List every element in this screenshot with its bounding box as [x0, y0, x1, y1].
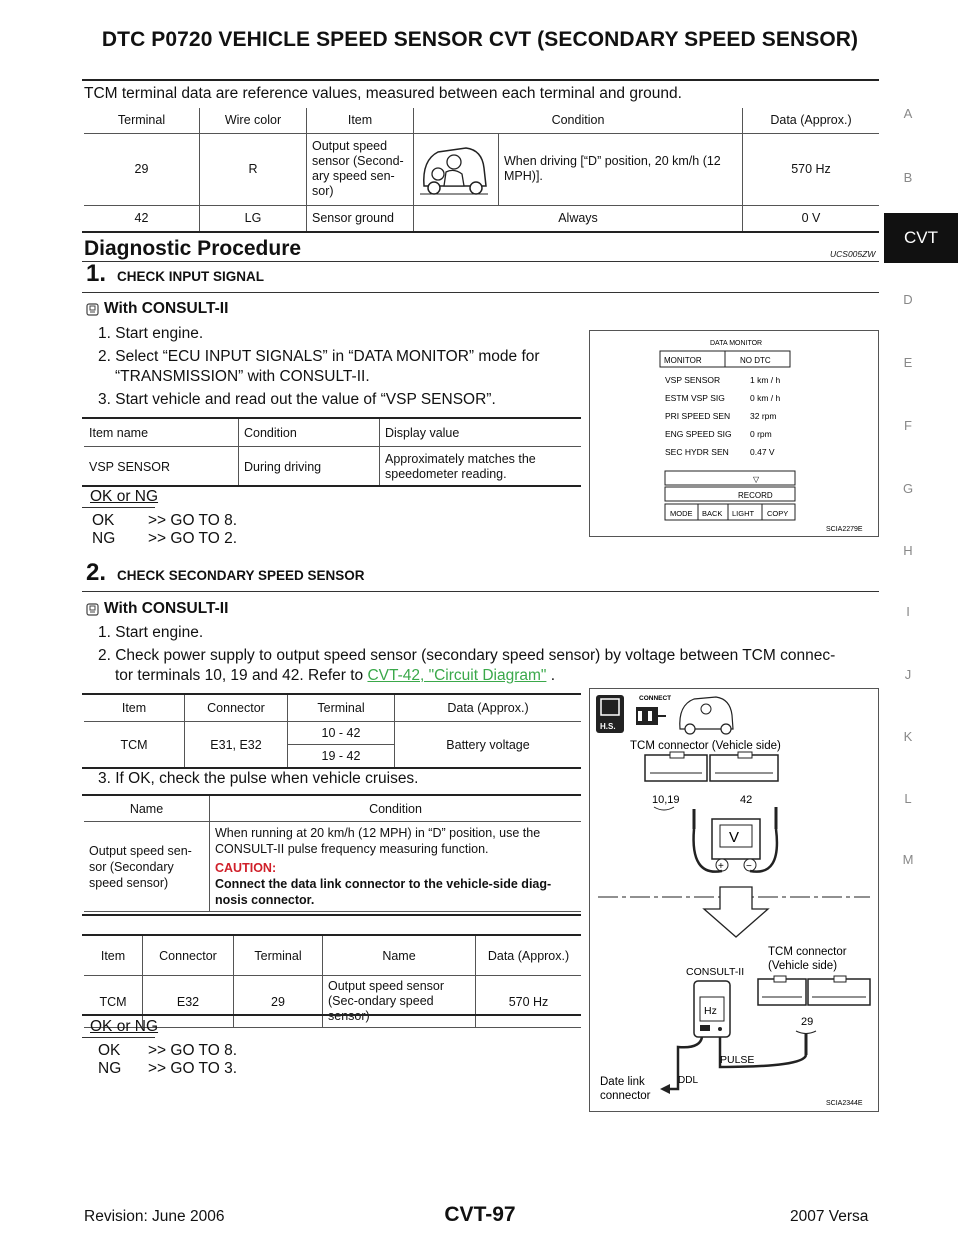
step1-ok-action[interactable]: >> GO TO 8. [148, 512, 238, 529]
col-connector: Connector [143, 936, 234, 976]
monitor-row-value: 1 km / h [750, 375, 781, 385]
table-row [84, 976, 581, 1028]
step2-ng-action[interactable]: >> GO TO 3. [148, 1060, 238, 1077]
light-button: LIGHT [732, 509, 755, 518]
cell-terminal: 42 [84, 205, 200, 231]
section-code: UCS005ZW [830, 249, 876, 259]
cell-condition: During driving [239, 447, 380, 487]
table3-rule-bottom [82, 1014, 581, 1016]
step1-table-rule-top [82, 417, 581, 419]
side-tab-f[interactable]: F [904, 418, 912, 433]
side-tab-i[interactable]: I [906, 604, 910, 619]
step2-item-2b-text: tor terminals 10, 19 and 42. Refer to [115, 667, 364, 684]
tcm-connector-bottom-label-1: TCM connector [768, 946, 847, 958]
table-row [84, 822, 581, 912]
col-item-name: Item name [84, 419, 239, 447]
voltmeter-label: V [729, 829, 740, 846]
col-condition: Condition [210, 796, 582, 822]
monitor-row-value: 0.47 V [750, 447, 775, 457]
step1-table-rule-bottom [82, 485, 581, 487]
cell-item: TCM [84, 722, 185, 768]
monitor-row-name: ESTM VSP SIG [665, 393, 725, 403]
cell-wire: R [200, 133, 307, 205]
step1-item-1: 1. Start engine. [98, 325, 204, 342]
cell-name: Output speed sen-sor (Secondary speed sensor) [84, 822, 210, 912]
terminal-table [84, 108, 879, 232]
cell-item: Sensor ground [307, 205, 414, 231]
step2-ok-ng: OK or NG [90, 1018, 159, 1035]
col-terminal: Terminal [84, 108, 200, 133]
step1-consult: With CONSULT-II [104, 300, 229, 317]
title-rule [82, 79, 879, 81]
step2-ng-label: NG [98, 1060, 122, 1077]
col-condition: Condition [239, 419, 380, 447]
footer-revision: Revision: June 2006 [84, 1208, 225, 1225]
mode-button: MODE [670, 509, 693, 518]
monitor-col2: NO DTC [740, 356, 771, 365]
driving-icon [414, 133, 499, 205]
monitor-row-name: SEC HYDR SEN [665, 447, 729, 457]
back-button: BACK [702, 509, 723, 518]
connect-label: CONNECT [639, 695, 672, 702]
col-data: Data (Approx.) [743, 108, 880, 133]
monitor-row-name: ENG SPEED SIG [665, 429, 732, 439]
footer-page-number: CVT-97 [444, 1203, 516, 1226]
hs-icon: H.S. [600, 722, 616, 731]
step1-title: CHECK INPUT SIGNAL [117, 269, 265, 284]
cell-data: 0 V [743, 205, 880, 231]
monitor-row-value: 32 rpm [750, 411, 777, 421]
cell-data: Battery voltage [395, 722, 582, 768]
step1-table [84, 418, 581, 487]
minus-icon: − [746, 861, 752, 872]
hz-label: Hz [704, 1005, 717, 1017]
step2-item-1: 1. Start engine. [98, 624, 204, 641]
table-rule [82, 231, 879, 233]
col-wire-color: Wire color [200, 108, 307, 133]
col-name: Name [323, 936, 476, 976]
record-button: RECORD [738, 491, 773, 500]
step1-ok-ng: OK or NG [90, 488, 159, 505]
col-display-value: Display value [380, 419, 582, 447]
step2-item-3: 3. If OK, check the pulse when vehicle cruises. [98, 770, 419, 787]
page-title: DTC P0720 VEHICLE SPEED SENSOR CVT (SECONDARY SPEED SENSOR) [101, 28, 859, 51]
table-row [84, 133, 879, 205]
step2-number: 2. [86, 559, 107, 586]
step1-ok-label: OK [92, 512, 115, 529]
intro-text: TCM terminal data are reference values, measured between each terminal and ground. [84, 85, 682, 102]
cell-connector: E32 [143, 976, 234, 1028]
copy-button: COPY [767, 509, 789, 518]
datalink-label-1: Date link [600, 1076, 645, 1088]
col-connector: Connector [185, 695, 288, 722]
step1-item-2: 2. Select “ECU INPUT SIGNALS” in “DATA MONITOR” mode for [98, 348, 540, 365]
monitor-row-value: 0 rpm [750, 429, 772, 439]
cell-name: Output speed sensor (Sec-ondary speed sensor) [323, 976, 476, 1028]
monitor-row-name: VSP SENSOR [665, 375, 721, 385]
col-item: Item [84, 695, 185, 722]
side-tab-h[interactable]: H [903, 543, 913, 558]
datalink-label-2: connector [600, 1090, 651, 1102]
side-tab-cvt[interactable]: CVT [884, 213, 958, 263]
cell-condition [210, 822, 582, 912]
step2-title: CHECK SECONDARY SPEED SENSOR [117, 568, 365, 583]
table2-rule-bottom [82, 914, 581, 916]
pins-right-label: 42 [740, 794, 753, 806]
cell-terminal: 19 - 42 [288, 745, 395, 768]
tcm-connector-bottom-label-2: (Vehicle side) [768, 960, 838, 972]
ddl-label: DDL [678, 1075, 699, 1086]
step1-item-2b: “TRANSMISSION” with CONSULT-II. [115, 368, 370, 385]
step2-ok-label: OK [98, 1042, 121, 1059]
side-tab-g[interactable]: G [902, 481, 914, 496]
col-item: Item [84, 936, 143, 976]
cell-value: Approximately matches the speedometer reading. [380, 447, 582, 487]
cell-condition: When driving [“D” position, 20 km/h (12 MPH)]. [499, 133, 743, 205]
caution-text: Connect the data link connector to the vehicle-side diag-nosis connector. [215, 877, 552, 907]
cell-data: 570 Hz [476, 976, 582, 1028]
step1-oknb-rule [82, 507, 155, 508]
side-tab-a[interactable]: A [903, 106, 913, 121]
col-name: Name [84, 796, 210, 822]
side-tab-e[interactable]: E [903, 355, 913, 370]
monitor-fig-code: SCIA2279E [826, 526, 863, 533]
step2-item-2b [115, 667, 555, 685]
table-row [84, 205, 879, 231]
data-monitor-figure [589, 330, 879, 537]
col-terminal: Terminal [288, 695, 395, 722]
col-data: Data (Approx.) [476, 936, 582, 976]
col-data: Data (Approx.) [395, 695, 582, 722]
caution-label: CAUTION: [215, 861, 277, 875]
step2-item-2: 2. Check power supply to output speed sensor (secondary speed sensor) by voltage between TCM connec- [98, 647, 836, 664]
plus-icon: + [718, 861, 724, 872]
step2-oknb-rule [82, 1037, 155, 1038]
pins-left-label: 10,19 [652, 794, 680, 806]
wiring-figure [589, 688, 879, 1112]
circuit-diagram-link[interactable]: CVT-42, "Circuit Diagram" [367, 667, 547, 684]
pin-29-label: 29 [801, 1016, 814, 1028]
section-rule [82, 261, 879, 262]
monitor-col1: MONITOR [664, 356, 702, 365]
consult-label: CONSULT-II [686, 966, 745, 978]
step1-number: 1. [86, 260, 107, 287]
condition-text: When running at 20 km/h (12 MPH) in “D” position, use the CONSULT-II pulse frequency measuring function. [215, 826, 541, 856]
footer-model: 2007 Versa [790, 1208, 869, 1225]
table1-rule-bottom [82, 767, 581, 769]
cell-terminal: 10 - 42 [288, 722, 395, 745]
cell-item: Output speed sensor (Second-ary speed sen-sor) [307, 133, 414, 205]
col-terminal: Terminal [234, 936, 323, 976]
side-tab-d[interactable]: D [903, 292, 913, 307]
table-row [84, 722, 581, 745]
step1-rule [82, 292, 879, 293]
step1-ng-label: NG [92, 530, 116, 547]
cell-item: TCM [84, 976, 143, 1028]
col-item: Item [307, 108, 414, 133]
side-tab-k[interactable]: K [903, 729, 913, 744]
step1-ng-action[interactable]: >> GO TO 2. [148, 530, 238, 547]
step2-table2 [84, 795, 581, 912]
cell-data: 570 Hz [743, 133, 880, 205]
step2-consult: With CONSULT-II [104, 600, 229, 617]
col-condition: Condition [414, 108, 743, 133]
step2-ok-action[interactable]: >> GO TO 8. [148, 1042, 238, 1059]
cell-wire: LG [200, 205, 307, 231]
table3-rule-top [82, 934, 581, 936]
monitor-row-name: PRI SPEED SEN [665, 411, 731, 421]
side-tab-j[interactable]: J [904, 667, 912, 682]
side-tab-b[interactable]: B [903, 170, 913, 185]
pulse-label: PULSE [720, 1054, 755, 1066]
step2-item-2b-end: . [550, 667, 556, 684]
side-tab-m[interactable]: M [902, 852, 914, 867]
cell-item: VSP SENSOR [84, 447, 239, 487]
down-arrow-icon [704, 887, 768, 937]
monitor-header: DATA MONITOR [710, 340, 763, 347]
tcm-connector-top-label: TCM connector (Vehicle side) [630, 740, 781, 752]
table1-rule-top [82, 693, 581, 695]
step2-rule [82, 591, 879, 592]
table-row [84, 447, 581, 487]
cell-terminal: 29 [84, 133, 200, 205]
cell-terminal: 29 [234, 976, 323, 1028]
consult-icon [86, 303, 99, 316]
step1-item-3: 3. Start vehicle and read out the value of “VSP SENSOR”. [98, 391, 496, 408]
cell-connector: E31, E32 [185, 722, 288, 768]
section-title: Diagnostic Procedure [84, 237, 302, 260]
monitor-row-value: 0 km / h [750, 393, 781, 403]
consult-icon [86, 603, 99, 616]
wiring-fig-code: SCIA2344E [826, 1100, 863, 1107]
step2-table1 [84, 694, 581, 768]
table2-rule-top [82, 794, 581, 796]
side-tab-l[interactable]: L [904, 791, 912, 806]
cell-condition: Always [414, 205, 743, 231]
down-arrow-icon: ▽ [753, 475, 760, 484]
